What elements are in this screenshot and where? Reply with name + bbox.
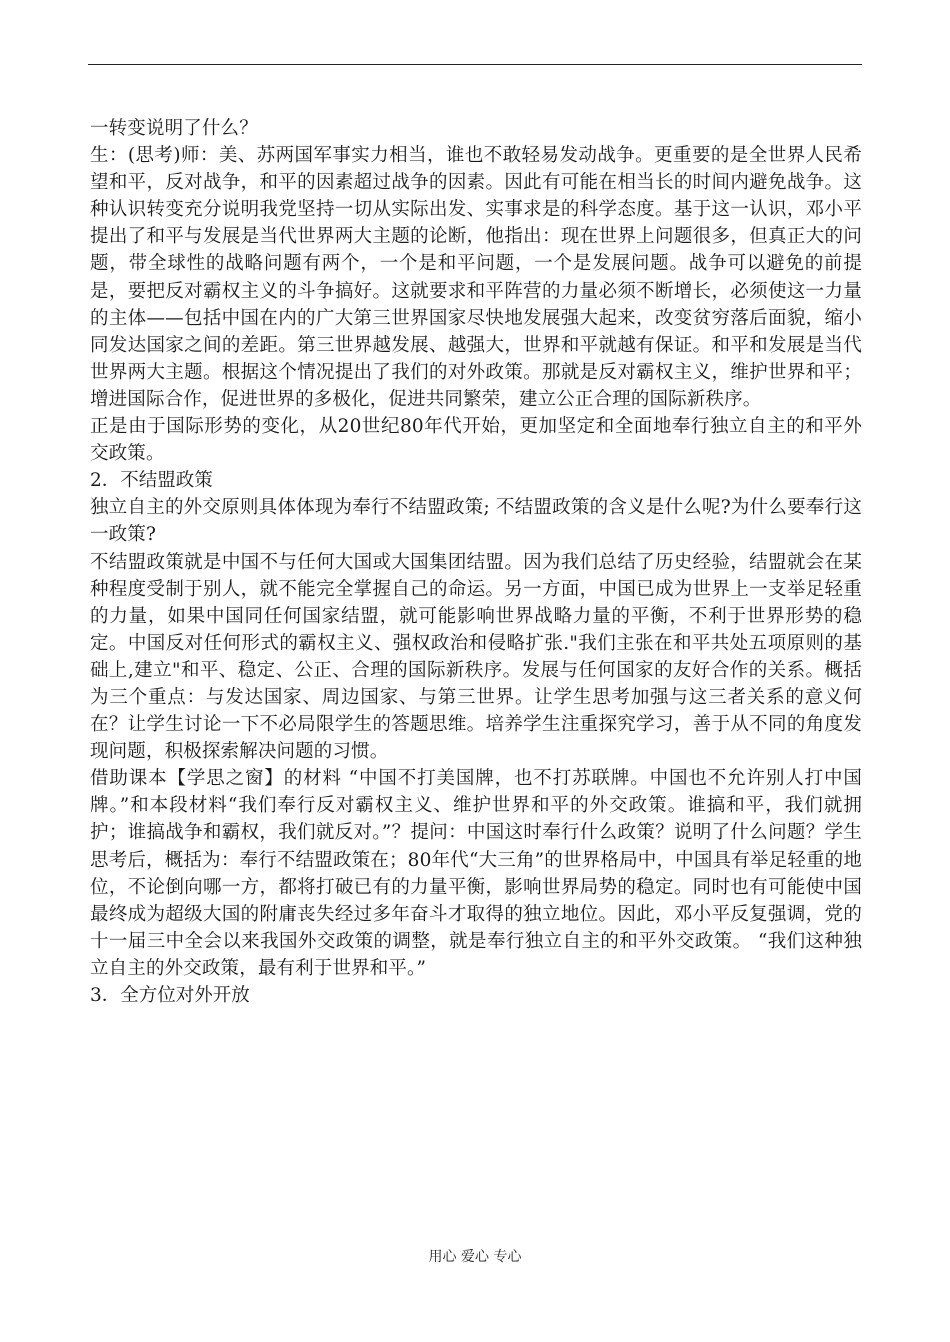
paragraph-question-end: 一转变说明了什么？	[90, 118, 258, 139]
paragraph-study-window: 借助课本【学思之窗】的材料 “中国不打美国牌，也不打苏联牌。中国也不允许别人打中国牌。”和本段材料“我们奉行反对霸权主义、维护世界和平的外交政策。谁搞和平，我们就拥护；谁搞战争和霸权，我们就反对。”？提问：中国这时奉行什么政策？说明了什么问题？学生思考后，概括为：奉行不结盟政策在；80年代“大三角”的世界格局中，中国具有举足轻重的地位，不论倒向哪一方，都将打破已有的力量平衡，影响世界局势的稳定。同时也有可能使中国最终成为超级大国的附庸丧失经过多年奋斗才取得的独立地位。因此，邓小平反复强调，党的十一届三中全会以来我国外交政策的调整，就是奉行独立自主的和平外交政策。 “我们这种独立自主的外交政策，最有利于世界和平。”	[90, 768, 862, 979]
paragraph-1980s-policy: 正是由于国际形势的变化，从20世纪80年代开始，更加坚定和全面地奉行独立自主的和平外交政策。	[90, 416, 862, 465]
document-body	[90, 115, 862, 1009]
section-heading-non-alignment: 2．不结盟政策	[90, 470, 213, 492]
paragraph-non-alignment-explanation: 不结盟政策就是中国不与任何大国或大国集团结盟。因为我们总结了历史经验，结盟就会在某种程度受制于别人，就不能完全掌握自己的命运。另一方面，中国已成为世界上一支举足轻重的力量，如果中国同任何国家结盟，就可能影响世界战略力量的平衡，不利于世界形势的稳定。中国反对任何形式的霸权主义、强权政治和侵略扩张."我们主张在和平共处五项原则的基础上,建立"和平、稳定、公正、合理的国际新秩序。发展与任何国家的友好合作的关系。概括为三个重点：与发达国家、周边国家、与第三世界。让学生思考加强与这三者关系的意义何在？让学生讨论一下不必局限学生的答题思维。培养学生注重探究学习，善于从不同的角度发现问题，积极探索解决问题的习惯。	[90, 551, 862, 763]
paragraph-peace-development: 生：(思考)师：美、苏两国军事实力相当，谁也不敢轻易发动战争。更重要的是全世界人民希望和平，反对战争，和平的因素超过战争的因素。因此有可能在相当长的时间内避免战争。这种认识转变充分说明我党坚持一切从实际出发、实事求是的科学态度。基于这一认识，邓小平提出了和平与发展是当代世界两大主题的论断，他指出：现在世界上问题很多，但真正大的问题，带全球性的战略问题有两个，一个是和平问题，一个是发展问题。战争可以避免的前提是，要把反对霸权主义的斗争搞好。这就要求和平阵营的力量必须不断增长，必须使这一力量的主体——包括中国在内的广大第三世界国家尽快地发展强大起来，改变贫穷落后面貌，缩小同发达国家之间的差距。第三世界越发展、越强大，世界和平就越有保证。和平和发展是当代世界两大主题。根据这个情况提出了我们的对外政策。那就是反对霸权主义，维护世界和平；增进国际合作，促进世界的多极化，促进共同繁荣，建立公正合理的国际新秩序。	[90, 145, 862, 410]
page-footer: 用心 爱心 专心	[428, 1249, 522, 1265]
header-rule	[88, 64, 862, 65]
section-heading-opening-up: 3．全方位对外开放	[90, 985, 250, 1006]
paragraph-non-alignment-question: 独立自主的外交原则具体体现为奉行不结盟政策; 不结盟政策的含义是什么呢?为什么要奉行这一政策?	[90, 497, 862, 546]
